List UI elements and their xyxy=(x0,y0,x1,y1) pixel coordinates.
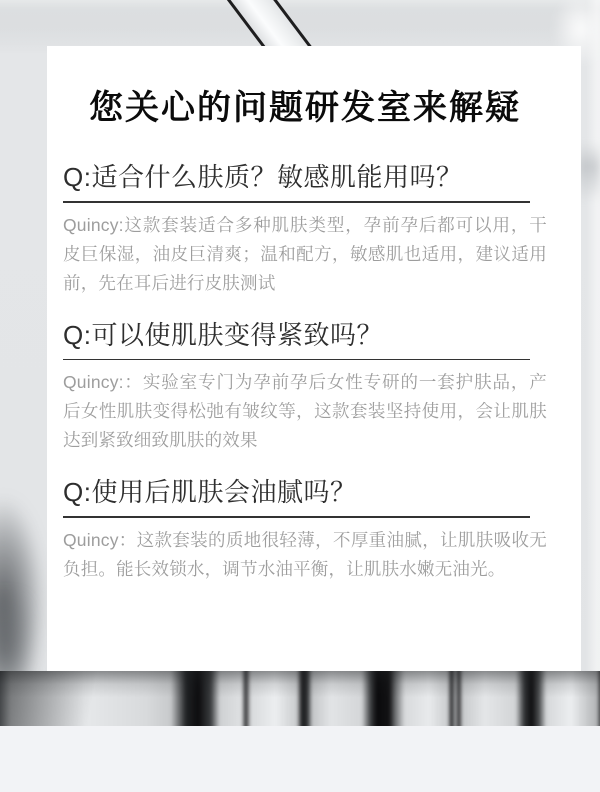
right-margin-smudge xyxy=(578,143,600,201)
top-photo-strip xyxy=(0,0,600,47)
question-text: Q:适合什么肤质？敏感肌能用吗？ xyxy=(63,162,463,192)
faq-item xyxy=(63,318,547,456)
footer-background xyxy=(0,726,600,792)
divider xyxy=(63,516,530,518)
blurred-products-photo xyxy=(0,671,600,726)
faq-card xyxy=(47,46,581,671)
faq-item xyxy=(63,475,547,584)
glass-rod-decor xyxy=(206,0,334,47)
question-text: Q:可以使肌肤变得紧致吗？ xyxy=(63,319,383,350)
answer-text: Quincy：这款套装的质地很轻薄，不厚重油腻，让肌肤吸收无负担。能长效锁水，调节水油平衡，让肌肤水嫩无油光。 xyxy=(63,529,547,579)
divider xyxy=(63,201,530,203)
strip-top-shadow xyxy=(0,671,600,726)
question-text: Q:使用后肌肤会油腻吗？ xyxy=(63,477,357,507)
answer-text: Quincy:：实验室专门为孕前孕后女性专研的一套护肤品，产后女性肌肤变得松弛有皱纹等，这款套装坚持使用，会让肌肤达到紧致细致肌肤的效果 xyxy=(63,372,547,450)
faq-item xyxy=(63,160,547,298)
right-margin-highlight xyxy=(586,0,600,672)
page-title: 您关心的问题研发室来解疑 xyxy=(89,89,521,127)
divider xyxy=(63,359,530,361)
answer-text: Quincy:这款套装适合多种肌肤类型，孕前孕后都可以用，干皮巨保湿，油皮巨清爽；温和配方，敏感肌也适用，建议适用前，先在耳后进行皮肤测试 xyxy=(63,214,547,293)
